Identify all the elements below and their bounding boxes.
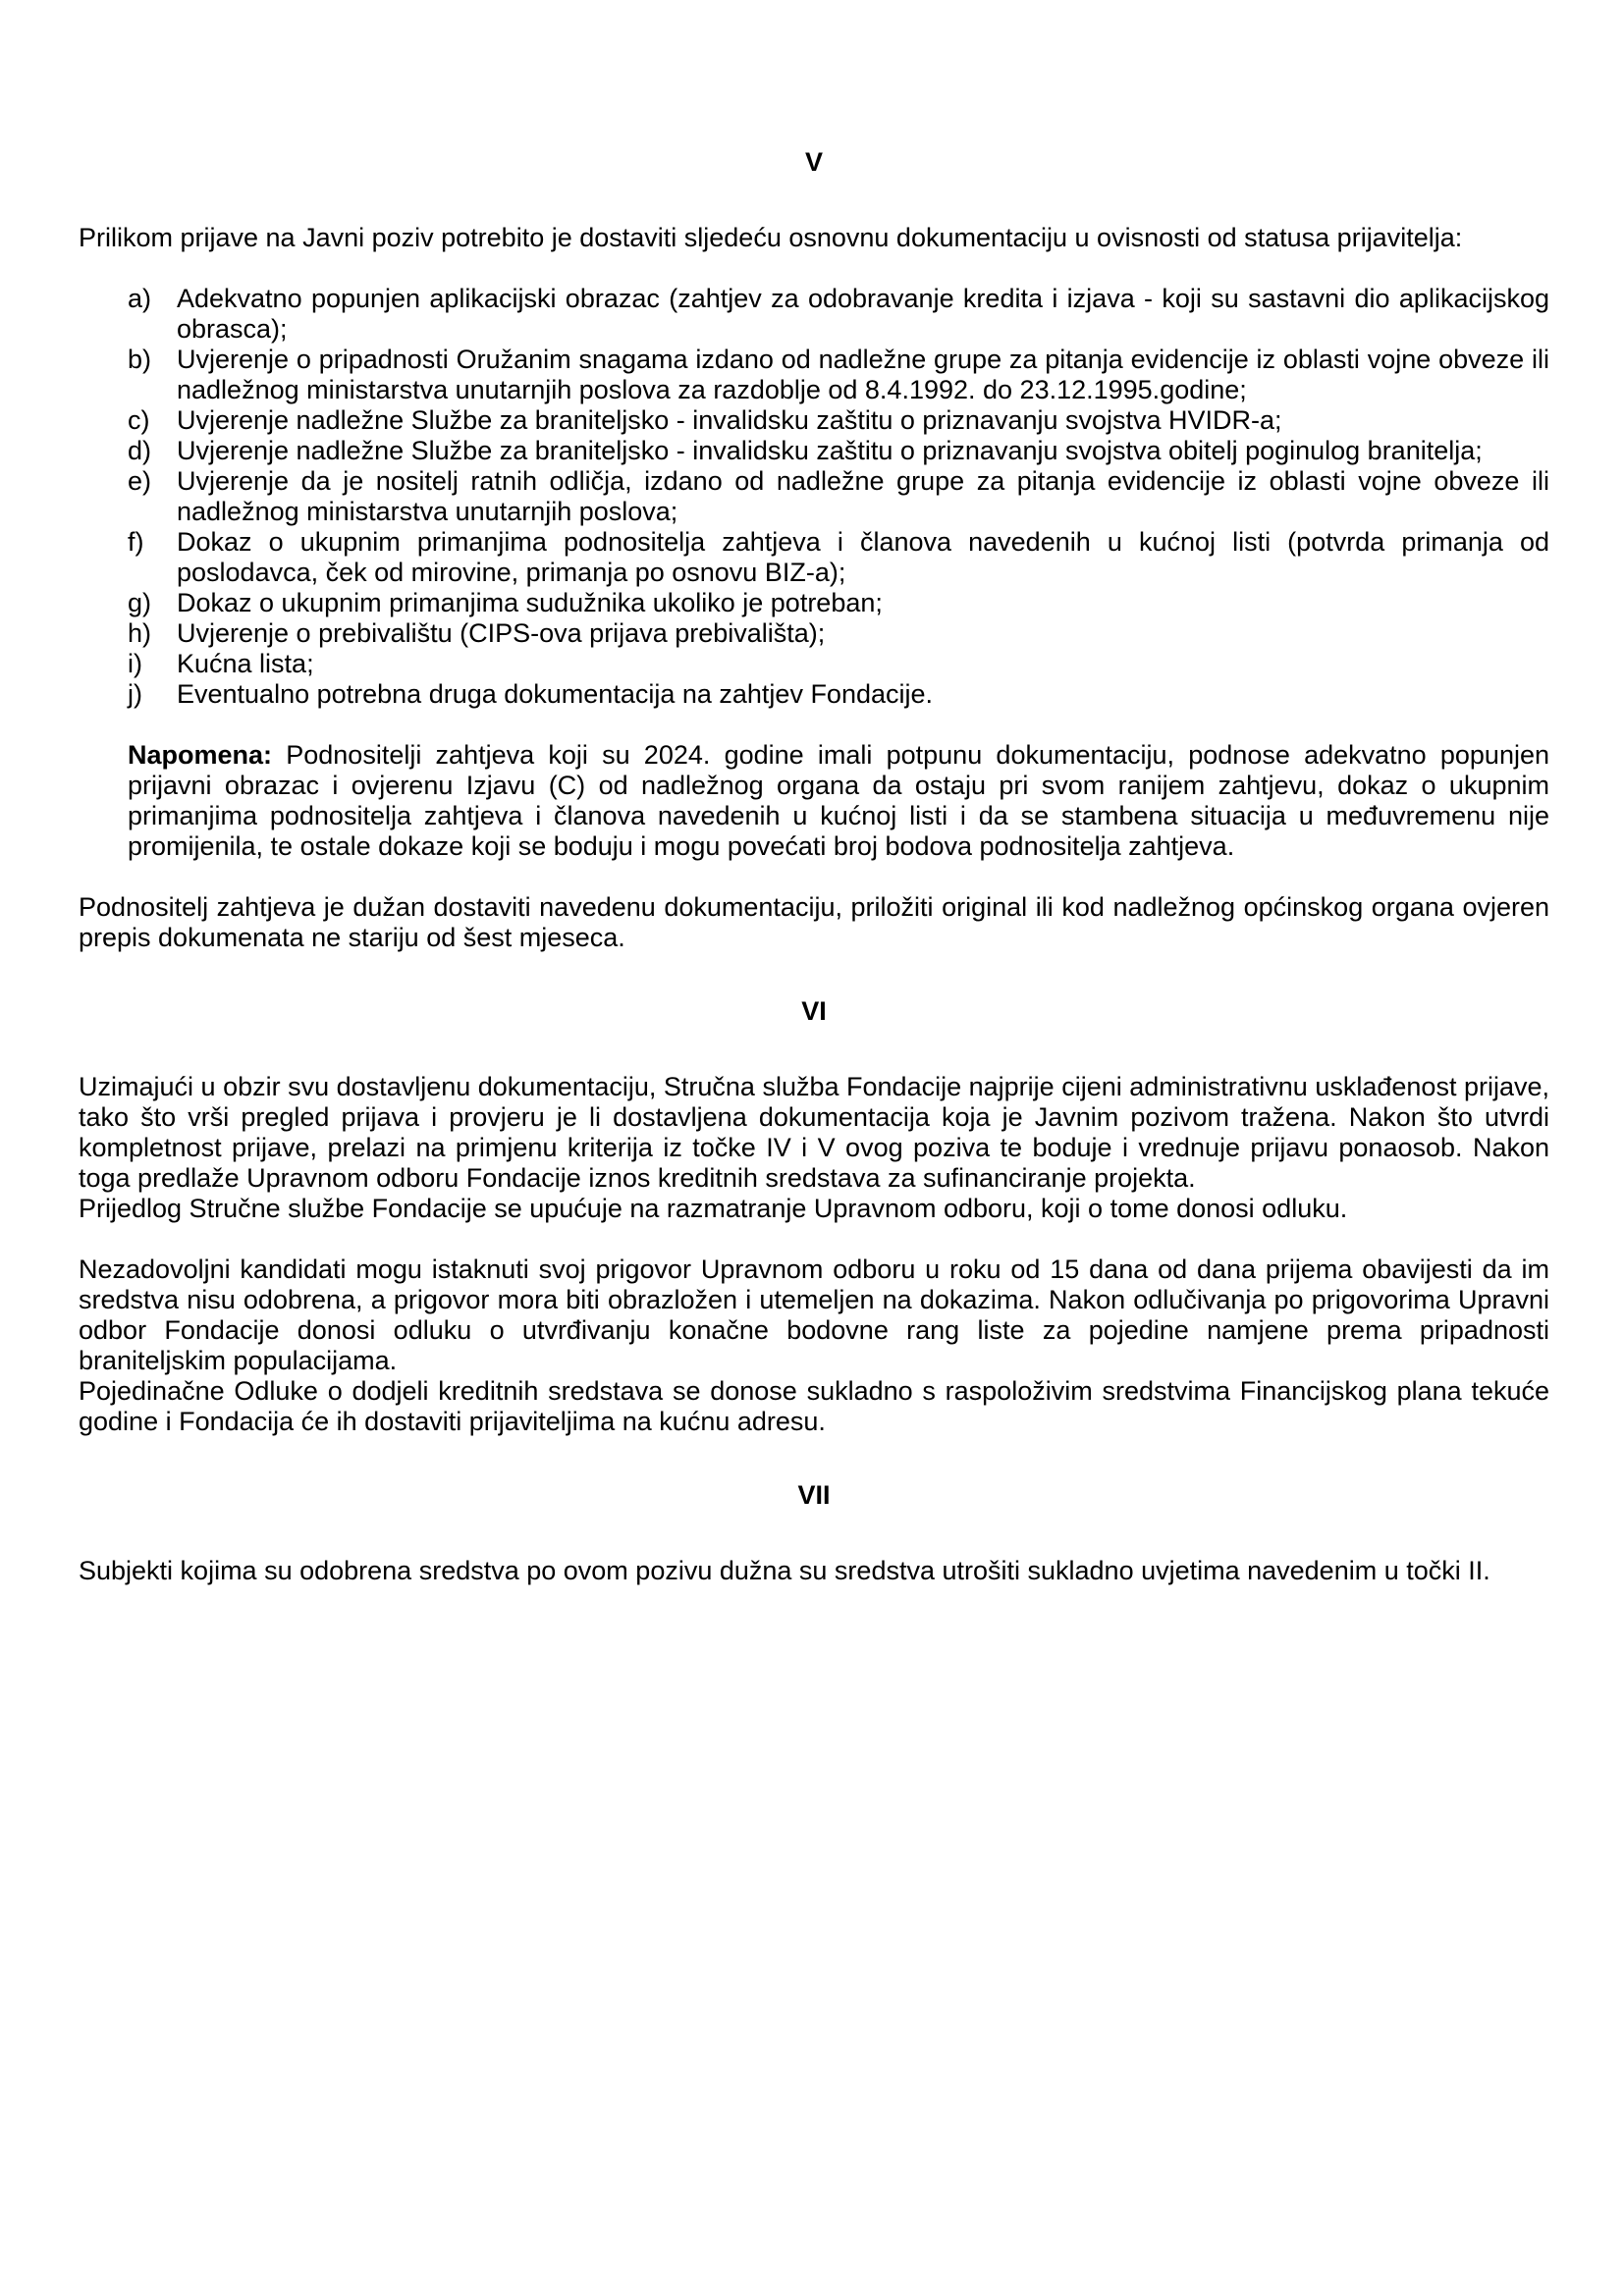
list-item-text: Dokaz o ukupnim primanjima sudužnika ukoliko je potreban; bbox=[177, 588, 883, 617]
note-text: Podnositelji zahtjeva koji su 2024. godine imali potpunu dokumentaciju, podnose adekvatno popunjen prijavni obrazac i ovjerenu Izjavu (C) od nadležnog organa da ostaju pri svom ranijem zahtjevu, dokaz o ukupnim primanjima podnositelja zahtjeva i članova navedenih u kućnoj listi i da se stambena situacija u međuvremenu nije promijenila, te ostale dokaze koji se boduju i mogu povećati broj bodova podnositelja zahtjeva. bbox=[128, 740, 1549, 861]
list-item-text: Uvjerenje nadležne Službe za braniteljsko - invalidsku zaštitu o priznavanju svojstva obitelj poginulog branitelja; bbox=[177, 436, 1483, 465]
list-item bbox=[128, 527, 1549, 588]
list-marker: a) bbox=[128, 284, 152, 313]
list-item-text: Eventualno potrebna druga dokumentacija na zahtjev Fondacije. bbox=[177, 679, 934, 709]
list-item bbox=[128, 405, 1549, 436]
list-item bbox=[128, 649, 1549, 679]
section-heading-vii: VII bbox=[797, 1480, 831, 1510]
list-marker: j) bbox=[128, 679, 142, 709]
list-item bbox=[128, 588, 1549, 618]
section-heading-v: V bbox=[804, 147, 823, 177]
note-paragraph bbox=[128, 740, 1549, 862]
document-page bbox=[79, 147, 1549, 1586]
list-item bbox=[128, 345, 1549, 405]
list-item-text: Kućna lista; bbox=[177, 649, 314, 678]
list-marker: g) bbox=[128, 588, 152, 617]
note-label: Napomena: bbox=[128, 740, 273, 770]
section-vii-paragraph-1: Subjekti kojima su odobrena sredstva po ovom pozivu dužna su sredstva utrošiti sukladno uvjetima navedenim u točki II. bbox=[79, 1556, 1490, 1585]
list-marker: d) bbox=[128, 436, 152, 465]
list-marker: e) bbox=[128, 466, 152, 496]
list-marker: i) bbox=[128, 649, 142, 678]
section-vi-paragraph-1: Uzimajući u obzir svu dostavljenu dokumentaciju, Stručna služba Fondacije najprije cijeni administrativnu usklađenost prijave, tako što vrši pregled prijava i provjeru je li dostavljena dokumentacija koja je Javnim pozivom tražena. Nakon što utvrdi kompletnost prijave, prelazi na primjenu kriterija iz točke IV i V ovog poziva te boduje i vrednuje prijavu ponaosob. Nakon toga predlaže Upravnom odboru Fondacije iznos kreditnih sredstava za sufinanciranje projekta. bbox=[79, 1072, 1549, 1193]
list-item-text: Uvjerenje da je nositelj ratnih odličja, izdano od nadležne grupe za pitanja evidencije iz oblasti vojne obveze ili nadležnog ministarstva unutarnjih poslova; bbox=[177, 466, 1549, 526]
list-item-text: Dokaz o ukupnim primanjima podnositelja zahtjeva i članova navedenih u kućnoj listi (potvrda primanja od poslodavca, ček od mirovine, primanja po osnovu BIZ-a); bbox=[177, 527, 1549, 587]
list-item bbox=[128, 618, 1549, 649]
list-item bbox=[128, 679, 1549, 710]
list-marker: b) bbox=[128, 345, 152, 374]
list-item-text: Uvjerenje o pripadnosti Oružanim snagama izdano od nadležne grupe za pitanja evidencije iz oblasti vojne obveze ili nadležnog ministarstva unutarnjih poslova za razdoblje od 8.4.1992. do 23.12.1995.godine; bbox=[177, 345, 1549, 404]
list-item bbox=[128, 466, 1549, 527]
list-item bbox=[128, 284, 1549, 345]
section-vi-paragraph-4: Pojedinačne Odluke o dodjeli kreditnih sredstava se donose sukladno s raspoloživim sredstvima Financijskog plana tekuće godine i Fondacija će ih dostaviti prijaviteljima na kućnu adresu. bbox=[79, 1376, 1549, 1436]
section-heading-vi: VI bbox=[801, 996, 827, 1026]
list-item-text: Uvjerenje o prebivalištu (CIPS-ova prijava prebivališta); bbox=[177, 618, 826, 648]
list-marker: c) bbox=[128, 405, 150, 435]
section-v-closing: Podnositelj zahtjeva je dužan dostaviti navedenu dokumentaciju, priložiti original ili kod nadležnog općinskog organa ovjeren prepis dokumenata ne stariju od šest mjeseca. bbox=[79, 892, 1549, 952]
section-vi-paragraph-2: Prijedlog Stručne službe Fondacije se upućuje na razmatranje Upravnom odboru, koji o tome donosi odluku. bbox=[79, 1194, 1348, 1223]
list-item-text: Adekvatno popunjen aplikacijski obrazac (zahtjev za odobravanje kredita i izjava - koji su sastavni dio aplikacijskog obrasca); bbox=[177, 284, 1549, 344]
documentation-list bbox=[79, 284, 1549, 710]
list-item-text: Uvjerenje nadležne Službe za braniteljsko - invalidsku zaštitu o priznavanju svojstva HVIDR-a; bbox=[177, 405, 1282, 435]
section-v-intro: Prilikom prijave na Javni poziv potrebito je dostaviti sljedeću osnovnu dokumentaciju u ovisnosti od statusa prijavitelja: bbox=[79, 223, 1463, 252]
list-marker: h) bbox=[128, 618, 152, 648]
list-item bbox=[128, 436, 1549, 466]
list-marker: f) bbox=[128, 527, 144, 557]
section-vi-paragraph-3: Nezadovoljni kandidati mogu istaknuti svoj prigovor Upravnom odboru u roku od 15 dana od dana prijema obavijesti da im sredstva nisu odobrena, a prigovor mora biti obrazložen i utemeljen na dokazima. Nakon odlučivanja po prigovorima Upravni odbor Fondacije donosi odluku o utvrđivanju konačne bodovne rang liste za pojedine namjene prema pripadnosti braniteljskim populacijama. bbox=[79, 1255, 1549, 1375]
